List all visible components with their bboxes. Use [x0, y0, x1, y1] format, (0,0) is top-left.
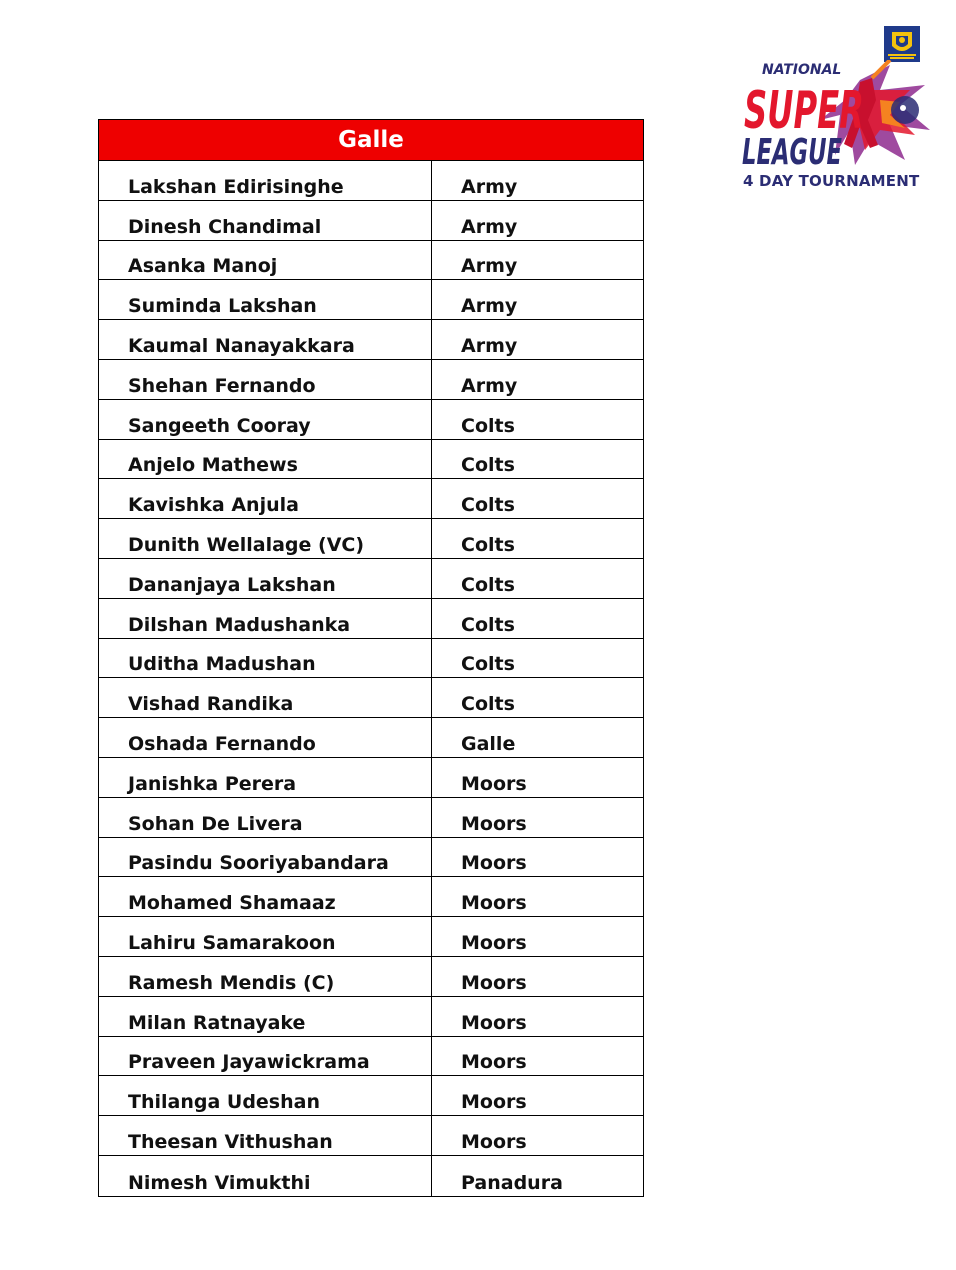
player-club: Moors: [461, 1091, 527, 1114]
player-club: Colts: [461, 653, 515, 676]
table-row: [99, 1116, 643, 1156]
player-name: Lakshan Edirisinghe: [99, 161, 432, 200]
player-name: Thilanga Udeshan: [99, 1076, 432, 1115]
table-row: [99, 360, 643, 400]
player-name: Dinesh Chandimal: [99, 201, 432, 240]
player-club: Army: [461, 295, 518, 318]
player-name: Vishad Randika: [99, 678, 432, 717]
logo-tagline: 4 DAY TOURNAMENT: [743, 172, 920, 190]
table-row: [99, 997, 643, 1037]
table-row: [99, 280, 643, 320]
player-club: Colts: [461, 494, 515, 517]
player-name: Oshada Fernando: [99, 718, 432, 757]
table-row: [99, 917, 643, 957]
player-club: Galle: [461, 732, 516, 755]
sri-lanka-cricket-crest: [884, 26, 920, 62]
player-name: Kavishka Anjula: [99, 479, 432, 518]
player-name: Sangeeth Cooray: [99, 400, 432, 439]
player-name: Janishka Perera: [99, 758, 432, 797]
player-name: Suminda Lakshan: [99, 280, 432, 319]
player-club: Army: [461, 334, 518, 357]
player-club: Colts: [461, 693, 515, 716]
table-row: [99, 838, 643, 878]
table-row: [99, 718, 643, 758]
player-club: Moors: [461, 812, 527, 835]
player-club: Moors: [461, 931, 527, 954]
player-club: Moors: [461, 1011, 527, 1034]
player-name: Shehan Fernando: [99, 360, 432, 399]
player-club: Colts: [461, 533, 515, 556]
player-name: Milan Ratnayake: [99, 997, 432, 1036]
squad-table: [98, 119, 644, 1197]
table-row: [99, 320, 643, 360]
table-row: [99, 201, 643, 241]
table-row: [99, 559, 643, 599]
table-row: [99, 1076, 643, 1116]
player-club: Moors: [461, 892, 527, 915]
player-name: Asanka Manoj: [99, 241, 432, 280]
player-club: Army: [461, 175, 518, 198]
table-row: [99, 440, 643, 480]
player-name: Nimesh Vimukthi: [99, 1156, 432, 1196]
player-name: Uditha Madushan: [99, 639, 432, 678]
player-club: Colts: [461, 454, 515, 477]
table-row: [99, 479, 643, 519]
player-club: Army: [461, 215, 518, 238]
table-row: [99, 1156, 643, 1196]
player-name: Theesan Vithushan: [99, 1116, 432, 1155]
player-club: Moors: [461, 1130, 527, 1153]
table-row: [99, 798, 643, 838]
national-super-league-logo: [740, 24, 930, 194]
super-league-wordmark: [740, 60, 930, 170]
player-name: Ramesh Mendis (C): [99, 957, 432, 996]
player-name: Dilshan Madushanka: [99, 599, 432, 638]
table-row: [99, 1037, 643, 1077]
player-club: Moors: [461, 1051, 527, 1074]
player-name: Sohan De Livera: [99, 798, 432, 837]
squad-rows: [99, 161, 643, 1196]
table-row: [99, 400, 643, 440]
player-name: Dananjaya Lakshan: [99, 559, 432, 598]
player-club: Army: [461, 255, 518, 278]
player-club: Moors: [461, 772, 527, 795]
table-row: [99, 639, 643, 679]
table-row: [99, 957, 643, 997]
table-row: [99, 758, 643, 798]
table-row: [99, 678, 643, 718]
logo-line2: SUPER: [744, 81, 864, 141]
table-row: [99, 599, 643, 639]
table-row: [99, 519, 643, 559]
player-club: Army: [461, 374, 518, 397]
logo-line3: LEAGUE: [742, 132, 843, 170]
player-name: Kaumal Nanayakkara: [99, 320, 432, 359]
player-club: Colts: [461, 613, 515, 636]
player-club: Moors: [461, 971, 527, 994]
player-club: Panadura: [461, 1171, 563, 1194]
player-name: Pasindu Sooriyabandara: [99, 838, 432, 877]
player-name: Praveen Jayawickrama: [99, 1037, 432, 1076]
table-row: [99, 241, 643, 281]
player-name: Mohamed Shamaaz: [99, 877, 432, 916]
player-name: Lahiru Samarakoon: [99, 917, 432, 956]
player-name: Dunith Wellalage (VC): [99, 519, 432, 558]
player-club: Moors: [461, 852, 527, 875]
team-header: Galle: [99, 120, 643, 161]
table-row: [99, 161, 643, 201]
logo-line1: NATIONAL: [762, 62, 842, 78]
player-club: Colts: [461, 414, 515, 437]
table-row: [99, 877, 643, 917]
player-club: Colts: [461, 573, 515, 596]
player-name: Anjelo Mathews: [99, 440, 432, 479]
